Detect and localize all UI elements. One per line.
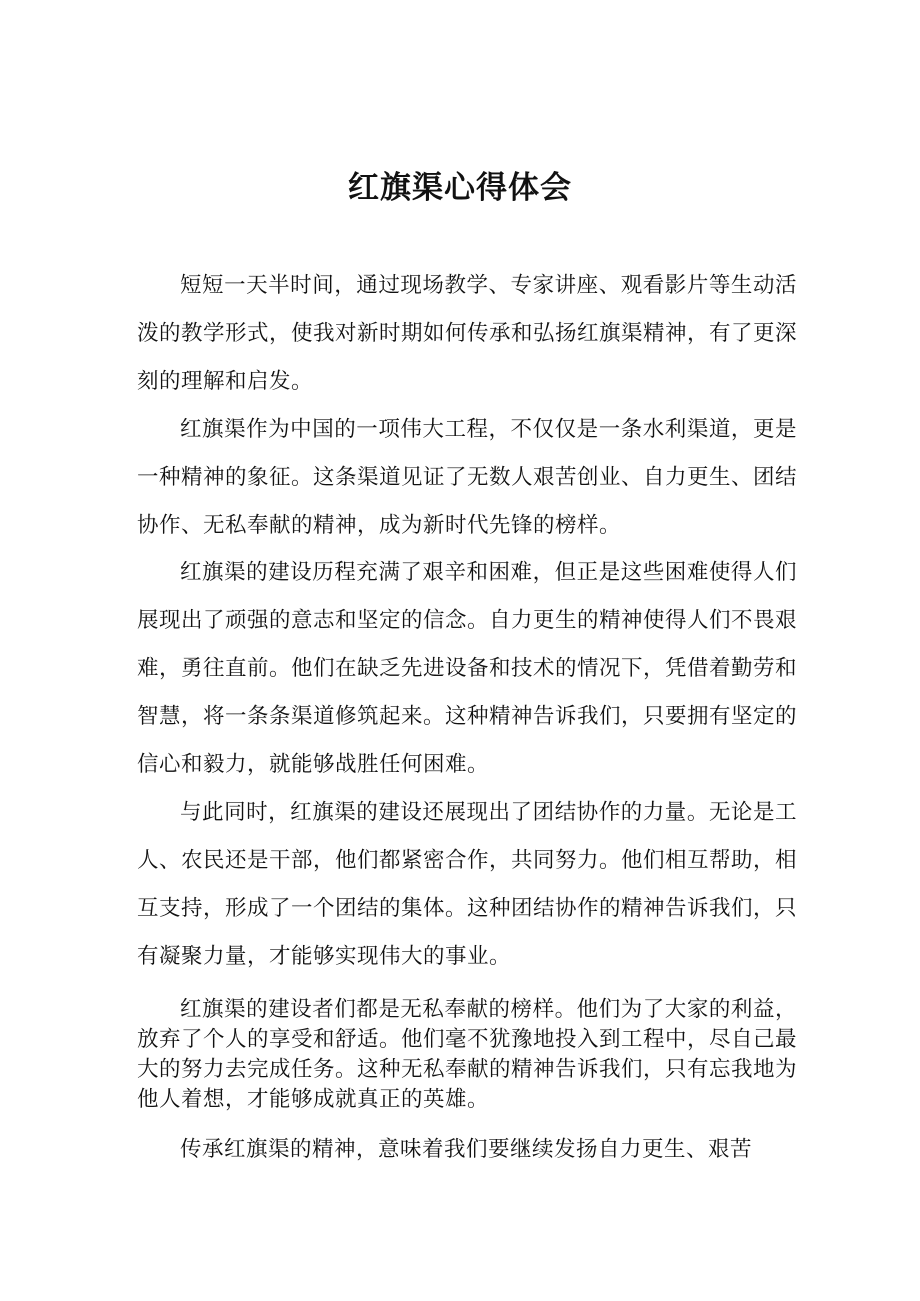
paragraph-5: 红旗渠的建设者们都是无私奉献的榜样。他们为了大家的利益，放弃了个人的享受和舒适。他们毫不犹豫地投入到工程中，尽自己最大的努力去完成任务。这种无私奉献的精神告诉我们，只有忘我地为他人着想，才能够成就真正的英雄。 — [137, 997, 798, 1112]
paragraph-3: 红旗渠的建设历程充满了艰辛和困难，但正是这些困难使得人们展现出了顽强的意志和坚定的信念。自力更生的精神使得人们不畏艰难，勇往直前。他们在缺乏先进设备和技术的情况下，凭借着勤劳和智慧，将一条条渠道修筑起来。这种精神告诉我们，只要拥有坚定的信心和毅力，就能够战胜任何困难。 — [137, 560, 798, 777]
paragraph-1: 短短一天半时间，通过现场教学、专家讲座、观看影片等生动活泼的教学形式，使我对新时期如何传承和弘扬红旗渠精神，有了更深刻的理解和启发。 — [137, 273, 798, 394]
paragraph-4: 与此同时，红旗渠的建设还展现出了团结协作的力量。无论是工人、农民还是干部，他们都紧密合作，共同努力。他们相互帮助，相互支持，形成了一个团结的集体。这种团结协作的精神告诉我们，只有凝聚力量，才能够实现伟大的事业。 — [137, 800, 798, 969]
paragraph-2: 红旗渠作为中国的一项伟大工程，不仅仅是一条水利渠道，更是一种精神的象征。这条渠道见证了无数人艰苦创业、自力更生、团结协作、无私奉献的精神，成为新时代先锋的榜样。 — [137, 417, 798, 538]
document-title: 红旗渠心得体会 — [348, 170, 572, 206]
paragraph-6: 传承红旗渠的精神，意味着我们要继续发扬自力更生、艰苦 — [180, 1137, 753, 1162]
